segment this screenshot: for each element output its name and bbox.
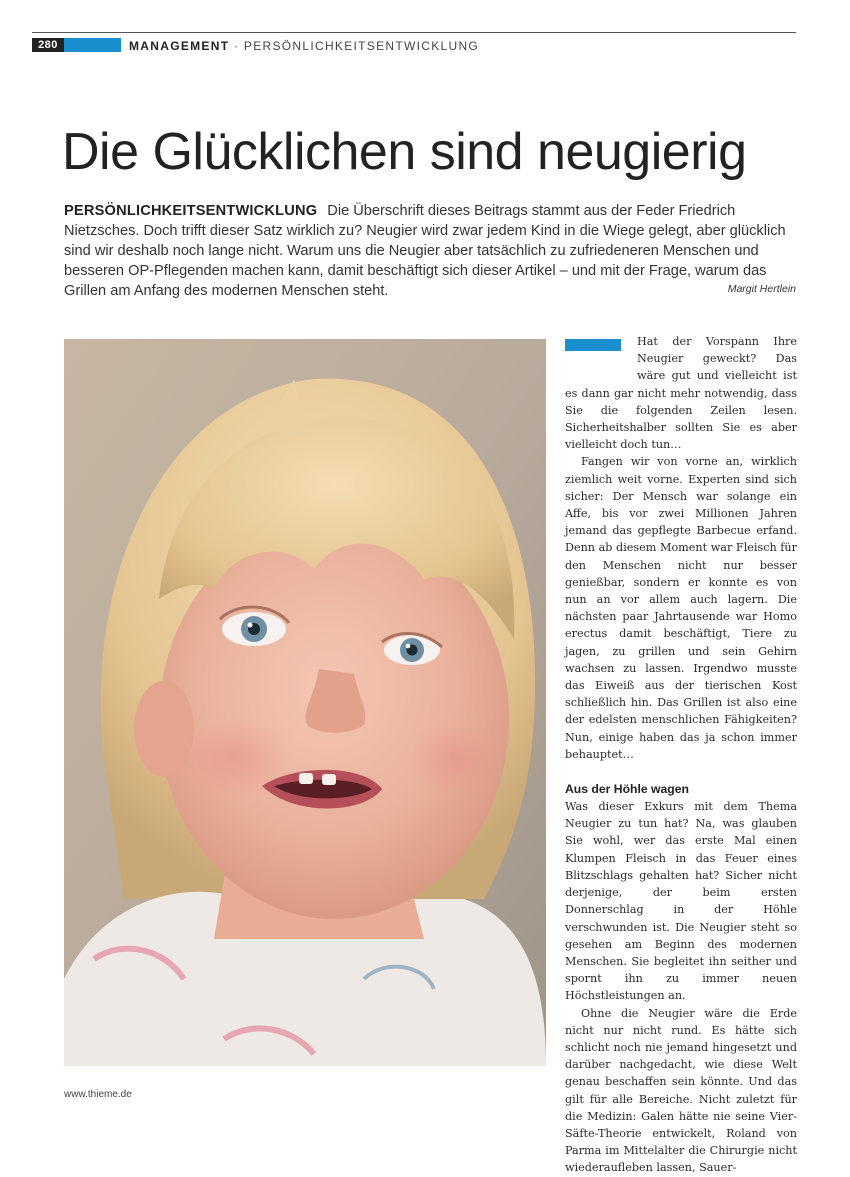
running-head-separator: ·	[233, 39, 240, 53]
column-accent-bar	[565, 339, 621, 351]
article-body-column	[565, 333, 797, 1177]
article-lead	[64, 201, 796, 301]
body-paragraph: Was dieser Exkurs mit dem Thema Neugier zu tun hat? Na, was glauben Sie wohl, wer das erste Mal einen Klumpen Fleisch in das Feuer eines Blitzschlags gehalten hat? Sicher nicht derjenige, der beim ersten Donnerschlag in der Höhle verschwunden ist. Die Neugier steht so gesehen am Beginn des modernen Menschen. Sie begleitet ihn seither und spornt ihn zu immer neuen Höchstleistungen an.	[565, 800, 797, 1003]
lead-text: Die Überschrift dieses Beitrags stammt aus der Feder Friedrich Nietzsches. Doch trifft dieser Satz wirklich zu? Neugier wird zwar jedem Kind in die Wiege gelegt, aber glücklich sind wir deshalb noch lange nicht. Warum uns die Neugier aber tatsächlich zu zufriedeneren Menschen und besseren OP-Pflegenden machen kann, damit beschäftigt sich dieser Artikel – und mit der Frage, warum das Grillen am Anfang des modernen Menschen steht.	[64, 203, 786, 299]
running-head-subsection: PERSÖNLICHKEITSENTWICKLUNG	[243, 39, 480, 53]
body-paragraph: Fangen wir von vorne an, wirklich ziemlich weit vorne. Experten sind sich sicher: Der Mensch war solange ein Affe, bis vor zwei Millionen Jahren jemand das gepflegte Barbecue erfand. Denn ab diesem Moment war Fleisch für den Menschen nicht nur besser genießbar, sondern er konnte es von nun an vor allem auch lagern. Die nächsten paar Jahrtausende war Homo erectus damit beschäftigt, Tiere zu jagen, zu grillen und sein Gehirn wachsen zu lassen. Irgendwo musste das Eiweiß aus der tierischen Kost schließlich hin. Das Grillen ist also eine der edelsten menschlichen Fähigkeiten? Nun, einige haben das ja schon immer behauptet…	[565, 455, 797, 761]
article-title: Die Glücklichen sind neugierig	[62, 123, 747, 181]
footer-url: www.thieme.de	[64, 1089, 132, 1100]
child-portrait-photo	[64, 339, 546, 1066]
running-head-section: MANAGEMENT	[129, 39, 230, 53]
page-number: 280	[32, 38, 64, 52]
running-head	[129, 38, 479, 54]
body-paragraph: Hat der Vorspann Ihre Neugier geweckt? Das wäre gut und vielleicht ist es dann gar nicht mehr notwendig, dass Sie die folgenden Zeilen lesen. Sicherheitshalber sollten Sie es aber vielleicht doch tun…	[565, 335, 797, 452]
lead-kicker: PERSÖNLICHKEITSENTWICKLUNG	[64, 203, 318, 219]
header-rule	[32, 32, 796, 33]
section-subheading: Aus der Höhle wagen	[565, 782, 689, 797]
body-paragraph: Ohne die Neugier wäre die Erde nicht nur nicht rund. Es hätte sich schlicht noch nie jemand hingesetzt und darüber nachgedacht, wie diese Welt genau beschaffen sein könnte. Und das gilt für alle Bereiche. Nicht zuletzt für die Medizin: Galen hätte nie seine Vier-Säfte-Theorie entwickelt, Roland von Parma im Mittelalter die Chirurgie nicht wiederaufleben lassen, Sauer-	[565, 1006, 797, 1175]
page-number-accent-bar	[64, 38, 121, 52]
article-author: Margit Hertlein	[727, 283, 796, 295]
